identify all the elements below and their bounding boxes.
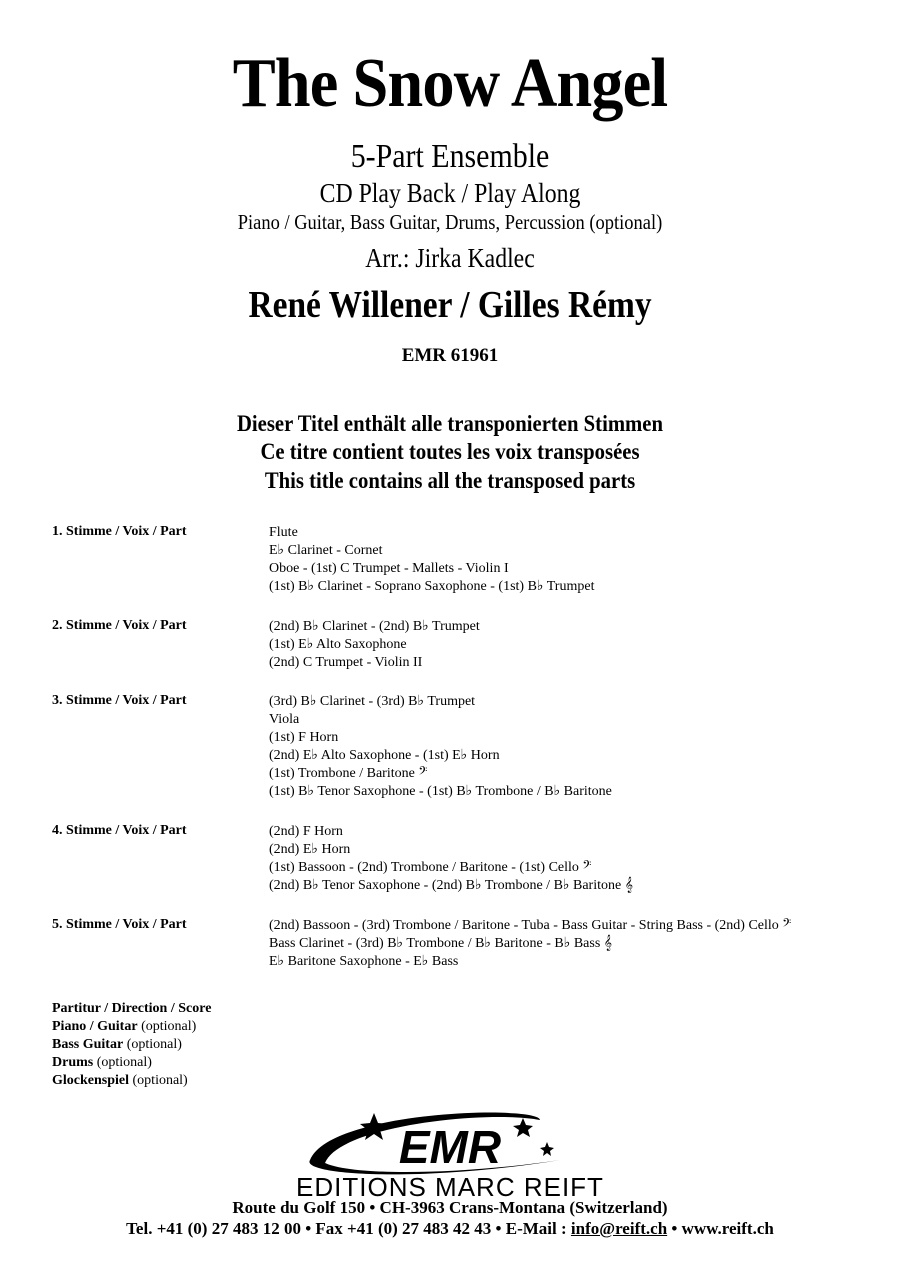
instrument-line: Flute <box>269 525 298 540</box>
instrument-line: (1st) B♭ Clarinet - Soprano Saxophone - (1st) B♭ Trumpet <box>269 579 595 594</box>
instrument-line: Viola <box>269 712 300 727</box>
instrument-line: (2nd) B♭ Clarinet - (2nd) B♭ Trumpet <box>269 619 480 634</box>
part-label-5: 5. Stimme / Voix / Part <box>52 917 187 932</box>
instrument-line: (3rd) B♭ Clarinet - (3rd) B♭ Trumpet <box>269 694 476 709</box>
transposition-note-fr: Ce titre contient toutes les voix transposées <box>260 439 640 464</box>
instrument-line: (2nd) B♭ Tenor Saxophone - (2nd) B♭ Trombone / B♭ Baritone 𝄞 <box>269 878 633 893</box>
instrument-line: (1st) Bassoon - (2nd) Trombone / Baritone - (1st) Cello 𝄢 <box>269 860 592 875</box>
extra-item: Partitur / Direction / Score <box>52 1001 212 1016</box>
subtitle-playback: CD Play Back / Play Along <box>319 178 581 208</box>
instrumentation-line: Piano / Guitar, Bass Guitar, Drums, Percussion (optional) <box>237 210 663 234</box>
instrument-line: (2nd) E♭ Horn <box>269 842 351 857</box>
part-list-5 <box>269 917 791 971</box>
instrument-line: (2nd) Bassoon - (3rd) Trombone / Baritone - Tuba - Bass Guitar - String Bass - (2nd) Cello 𝄢 <box>269 918 792 933</box>
publisher-logo <box>240 1105 660 1200</box>
publisher-contact <box>0 1219 900 1239</box>
part-label-4: 4. Stimme / Voix / Part <box>52 823 187 838</box>
extra-item: Drums (optional) <box>52 1055 152 1070</box>
catalog-number: EMR 61961 <box>401 345 499 366</box>
extra-item: Piano / Guitar (optional) <box>52 1019 197 1034</box>
phone-fax: Tel. +41 (0) 27 483 12 00 • Fax +41 (0) 27 483 42 43 • E-Mail : <box>126 1219 567 1238</box>
instrument-line: (1st) B♭ Tenor Saxophone - (1st) B♭ Trombone / B♭ Baritone <box>269 784 612 799</box>
title: The Snow Angel <box>232 45 668 122</box>
part-list-3 <box>269 693 612 801</box>
instrument-line: (2nd) C Trumpet - Violin II <box>269 655 423 670</box>
instrument-line: (1st) E♭ Alto Saxophone <box>269 637 407 652</box>
email-link[interactable]: info@reift.ch <box>570 1219 668 1238</box>
instrument-line: Oboe - (1st) C Trumpet - Mallets - Violin I <box>269 561 509 576</box>
publisher-address: Route du Golf 150 • CH-3963 Crans-Montana (Switzerland) <box>232 1198 668 1217</box>
composers: René Willener / Gilles Rémy <box>248 284 652 326</box>
instrument-line: (2nd) F Horn <box>269 824 343 839</box>
instrument-line: Bass Clarinet - (3rd) B♭ Trombone / B♭ Baritone - B♭ Bass 𝄞 <box>269 936 613 951</box>
logo-letters: EMR <box>398 1121 502 1173</box>
arranger: Arr.: Jirka Kadlec <box>365 243 535 273</box>
transposition-note-de: Dieser Titel enthält alle transponierten Stimmen <box>236 411 664 436</box>
transposition-note-en: This title contains all the transposed parts <box>264 468 636 493</box>
part-list-4 <box>269 823 633 895</box>
score-and-rhythm-list <box>52 1000 211 1090</box>
website[interactable]: • www.reift.ch <box>671 1219 774 1238</box>
instrument-line: E♭ Clarinet - Cornet <box>269 543 383 558</box>
part-list-1 <box>269 524 594 596</box>
subtitle: 5-Part Ensemble <box>350 138 550 175</box>
extra-item: Bass Guitar (optional) <box>52 1037 182 1052</box>
instrument-line: (1st) Trombone / Baritone 𝄢 <box>269 766 428 781</box>
part-label-3: 3. Stimme / Voix / Part <box>52 693 187 708</box>
part-label-1: 1. Stimme / Voix / Part <box>52 524 187 539</box>
part-label-2: 2. Stimme / Voix / Part <box>52 618 187 633</box>
instrument-line: E♭ Baritone Saxophone - E♭ Bass <box>269 954 459 969</box>
publisher-name: EDITIONS MARC REIFT <box>296 1172 604 1200</box>
instrument-line: (2nd) E♭ Alto Saxophone - (1st) E♭ Horn <box>269 748 500 763</box>
part-list-2 <box>269 618 480 672</box>
instrument-line: (1st) F Horn <box>269 730 339 745</box>
extra-item: Glockenspiel (optional) <box>52 1073 188 1088</box>
